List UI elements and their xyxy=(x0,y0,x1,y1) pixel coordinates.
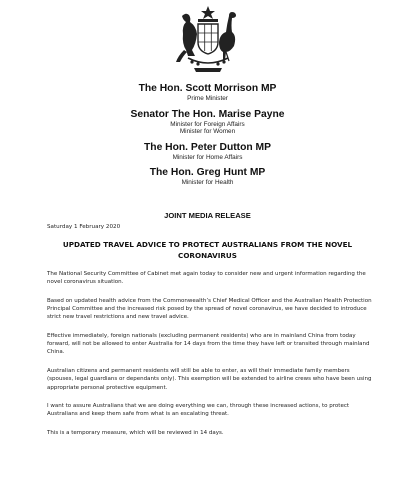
commonwealth-coat-of-arms-icon xyxy=(174,4,242,76)
body-paragraph: Australian citizens and permanent residents will still be able to enter, as will their immediate family members (spouses, legal guardians or dependants only). This exemption will be extended to airline crews who have been using appropriate personal protective equipment. xyxy=(47,368,372,391)
body-paragraph: The National Security Committee of Cabinet met again today to consider new and urgent information regarding the novel coronavirus situation. xyxy=(47,271,366,286)
minister-entry xyxy=(0,109,415,136)
release-body xyxy=(47,270,377,448)
minister-entry xyxy=(0,142,415,162)
minister-role: Minister for Health xyxy=(181,179,234,187)
minister-entry xyxy=(0,83,415,103)
minister-name: The Hon. Scott Morrison MP xyxy=(138,83,277,94)
minister-name: Senator The Hon. Marise Payne xyxy=(130,108,285,120)
ministers-block xyxy=(0,83,415,193)
release-headline: UPDATED TRAVEL ADVICE TO PROTECT AUSTRALIANS FROM THE NOVEL CORONAVIRUS xyxy=(62,240,353,260)
body-paragraph: I want to assure Australians that we are doing everything we can, through these increased actions, to protect Australians and keep them safe from what is an escalating threat. xyxy=(47,403,350,418)
minister-role: Minister for Foreign Affairs xyxy=(170,120,245,128)
release-type-heading: JOINT MEDIA RELEASE xyxy=(164,211,251,220)
minister-role: Minister for Home Affairs xyxy=(172,153,243,161)
minister-role: Minister for Women xyxy=(179,128,236,136)
release-date: Saturday 1 February 2020 xyxy=(47,224,121,230)
minister-role: Prime Minister xyxy=(187,95,228,102)
minister-entry xyxy=(0,167,415,187)
body-paragraph: Effective immediately, foreign nationals (excluding permanent residents) who are in mainland China from today forward, will not be allowed to enter Australia for 14 days from the time they have left or transited through mainland China. xyxy=(47,333,370,356)
body-paragraph: This is a temporary measure, which will be reviewed in 14 days. xyxy=(47,430,224,437)
minister-name: The Hon. Peter Dutton MP xyxy=(144,141,271,153)
body-paragraph: Based on updated health advice from the Commonwealth’s Chief Medical Officer and the Australian Health Protection Principal Committee and the increased risk posed by the spread of novel coronavirus, we have decided to introduce strict new travel restrictions and new travel advice. xyxy=(47,297,372,321)
minister-name: The Hon. Greg Hunt MP xyxy=(149,167,266,179)
